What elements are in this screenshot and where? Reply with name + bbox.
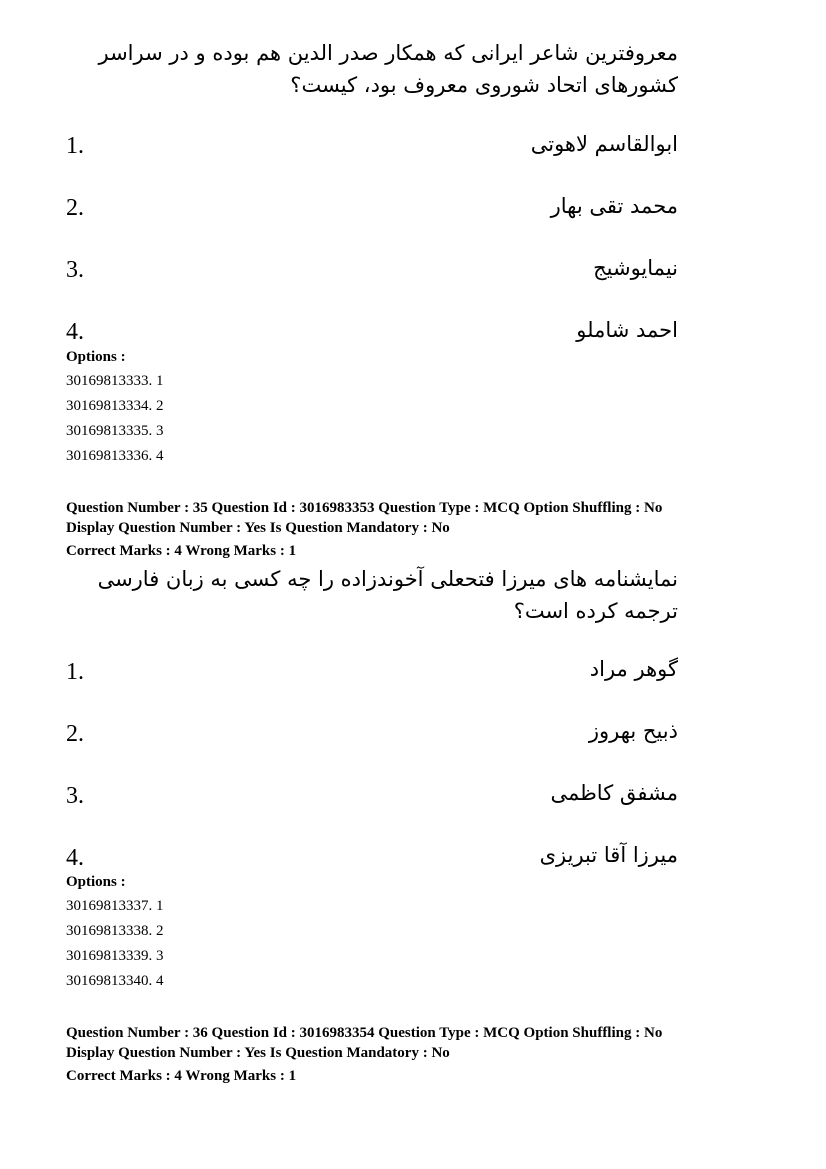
choice-number: 3.	[66, 783, 84, 809]
question-meta-line-2: Display Question Number : Yes Is Question Mandatory : No	[66, 1045, 450, 1061]
choice-number: 1.	[66, 133, 84, 159]
question-meta-line-3: Correct Marks : 4 Wrong Marks : 1	[66, 543, 297, 559]
options-label: Options :	[66, 349, 126, 365]
choice-text: میرزا آقا تبریزی	[539, 843, 678, 867]
question-meta-line-1: Question Number : 35 Question Id : 3016983353 Question Type : MCQ Option Shuffling : No	[66, 500, 663, 516]
option-id: 30169813335. 3	[66, 423, 164, 439]
choice-number: 4.	[66, 319, 84, 345]
option-id: 30169813339. 3	[66, 948, 164, 964]
option-id: 30169813336. 4	[66, 448, 164, 464]
question-text-line-1: معروفترین شاعر ایرانی که همکار صدر الدین هم بوده و در سراسر	[98, 41, 678, 65]
question-text-line-2: کشورهای اتحاد شوروی معروف بود، کیست؟	[290, 73, 678, 97]
choice-text: ابوالقاسم لاهوتی	[530, 132, 678, 156]
option-id: 30169813338. 2	[66, 923, 164, 939]
options-label: Options :	[66, 874, 126, 890]
question-meta-line-3: Correct Marks : 4 Wrong Marks : 1	[66, 1068, 297, 1084]
choice-text: ذبیح بهروز	[588, 719, 678, 743]
option-id: 30169813334. 2	[66, 398, 164, 414]
option-id: 30169813333. 1	[66, 373, 164, 389]
question-meta-line-2: Display Question Number : Yes Is Question Mandatory : No	[66, 520, 450, 536]
choice-text: مشفق کاظمی	[550, 781, 678, 805]
choice-number: 2.	[66, 195, 84, 221]
question-text-line-1: نمایشنامه های میرزا فتحعلی آخوندزاده را چه کسی به زبان فارسی	[97, 567, 678, 591]
choice-number: 2.	[66, 721, 84, 747]
choice-text: گوهر مراد	[589, 657, 678, 681]
question-meta-line-1: Question Number : 36 Question Id : 3016983354 Question Type : MCQ Option Shuffling : No	[66, 1025, 663, 1041]
choice-number: 3.	[66, 257, 84, 283]
option-id: 30169813337. 1	[66, 898, 164, 914]
question-text-line-2: ترجمه کرده است؟	[513, 599, 678, 623]
choice-text: نیمایوشیج	[593, 256, 678, 280]
choice-number: 4.	[66, 845, 84, 871]
choice-text: احمد شاملو	[576, 318, 678, 342]
option-id: 30169813340. 4	[66, 973, 164, 989]
choice-number: 1.	[66, 659, 84, 685]
choice-text: محمد تقی بهار	[550, 194, 678, 218]
